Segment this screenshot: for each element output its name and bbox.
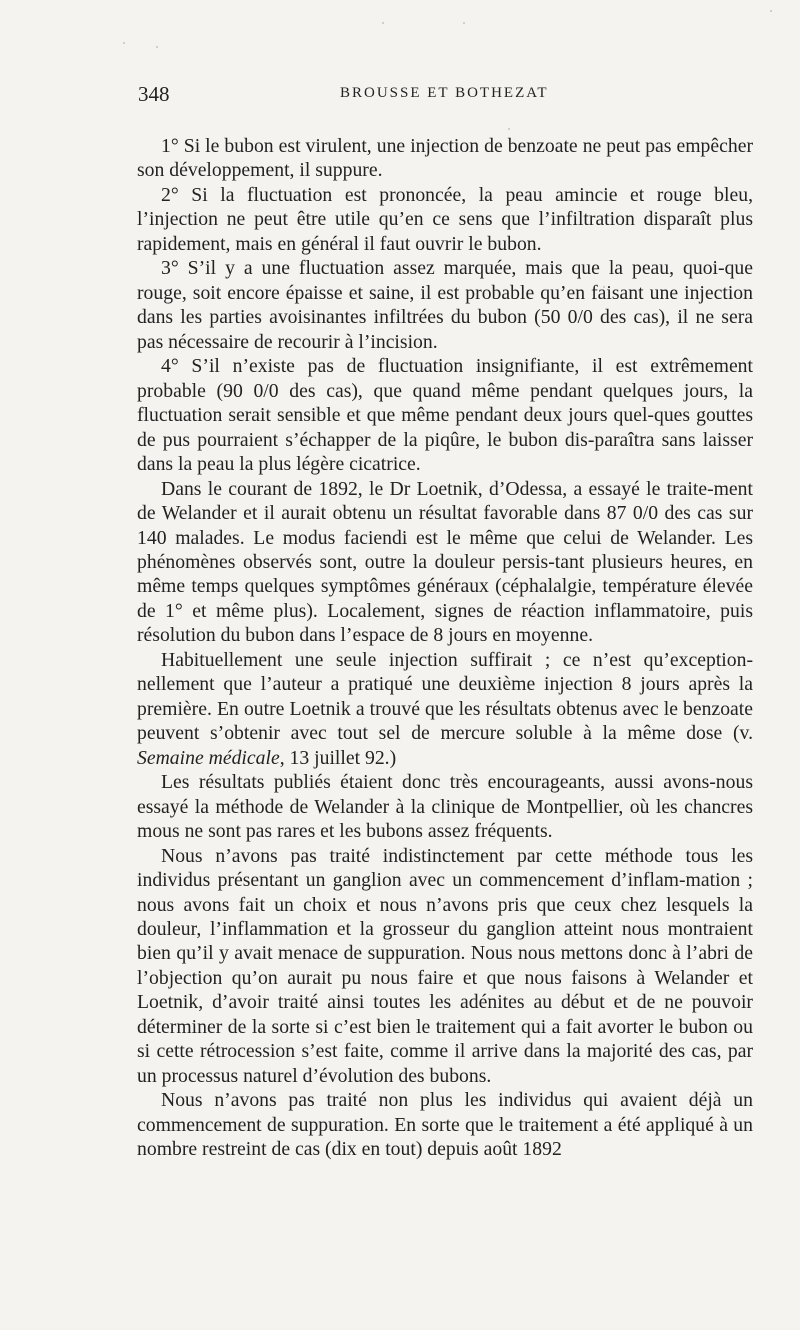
paragraph-6-text-after: , 13 juillet 92.)	[279, 746, 397, 769]
body-text	[137, 134, 753, 1162]
paragraph-1: 1° Si le bubon est virulent, une injection de benzoate ne peut pas empêcher son développement, il suppure.	[137, 135, 753, 182]
paragraph-4: 4° S’il n’existe pas de fluctuation insignifiante, il est extrêmement probable (90 0/0 des cas), que quand même pendant quelques jours, la fluctuation serait sensible et que même pendant deux jours quel-ques gouttes de pus pourraient s’échapper de la piqûre, le bubon dis-paraîtra sans laisser dans la peau la plus légère cicatrice.	[137, 355, 753, 476]
journal-title: Semaine médicale	[137, 746, 280, 769]
paragraph-8: Nous n’avons pas traité indistinctement par cette méthode tous les individus présentant un ganglion avec un commencement d’inflam-mation ; nous avons fait un choix et nous n’avons pris que ceux chez lesquels la douleur, l’inflammation et la grosseur du ganglion atteint nous montraient bien qu’il y avait menace de suppuration. Nous nous mettons donc à l’abri de l’objection qu’on aurait pu nous faire et que nous faisons à Welander et Loetnik, d’avoir traité ainsi toutes les adénites au début et de ne pouvoir déterminer de la sorte si c’est bien le traitement qui a fait avorter le bubon ou si cette rétrocession s’est faite, comme il arrive dans la majorité des cas, par un processus naturel d’évolution des bubons.	[137, 844, 753, 1087]
paragraph-7: Les résultats publiés étaient donc très encourageants, aussi avons-nous essayé la méthode de Welander à la clinique de Montpellier, où les chancres mous ne sont pas rares et les bubons assez fréquents.	[137, 771, 753, 843]
paragraph-6	[137, 648, 753, 770]
paragraph-2: 2° Si la fluctuation est prononcée, la peau amincie et rouge bleu, l’injection ne peut être utile qu’en ce sens que l’infiltration disparaît plus rapidement, mais en général il faut ouvrir le bubon.	[137, 183, 753, 255]
paragraph-5: Dans le courant de 1892, le Dr Loetnik, d’Odessa, a essayé le traite-ment de Welander et il aurait obtenu un résultat favorable dans 87 0/0 des cas sur 140 malades. Le modus faciendi est le même que celui de Welander. Les phénomènes observés sont, outre la douleur persis-tant plusieurs heures, en même temps quelques symptômes généraux (céphalalgie, température élevée de 1° et même plus). Localement, signes de réaction inflammatoire, puis résolution du bubon dans l’espace de 8 jours en moyenne.	[137, 477, 753, 647]
running-head	[138, 82, 758, 112]
paragraph-6-text-before: Habituellement une seule injection suffirait ; ce n’est qu’exception-nellement que l’auteur a pratiqué une deuxième injection 8 jours après la première. En outre Loetnik a trouvé que les résultats obtenus avec le benzoate peuvent s’obtenir avec tout sel de mercure soluble à la même dose (v.	[137, 648, 753, 745]
page-number: 348	[138, 82, 170, 106]
running-title: BROUSSE ET BOTHEZAT	[340, 85, 549, 101]
paragraph-9: Nous n’avons pas traité non plus les individus qui avaient déjà un commencement de suppuration. En sorte que le traitement a été appliqué à un nombre restreint de cas (dix en tout) depuis août 1892	[137, 1089, 753, 1161]
paragraph-3: 3° S’il y a une fluctuation assez marquée, mais que la peau, quoi-que rouge, soit encore épaisse et saine, il est probable qu’en faisant une injection dans les parties avoisinantes infiltrées du bubon (50 0/0 des cas), il ne sera pas nécessaire de recourir à l’incision.	[137, 257, 753, 353]
